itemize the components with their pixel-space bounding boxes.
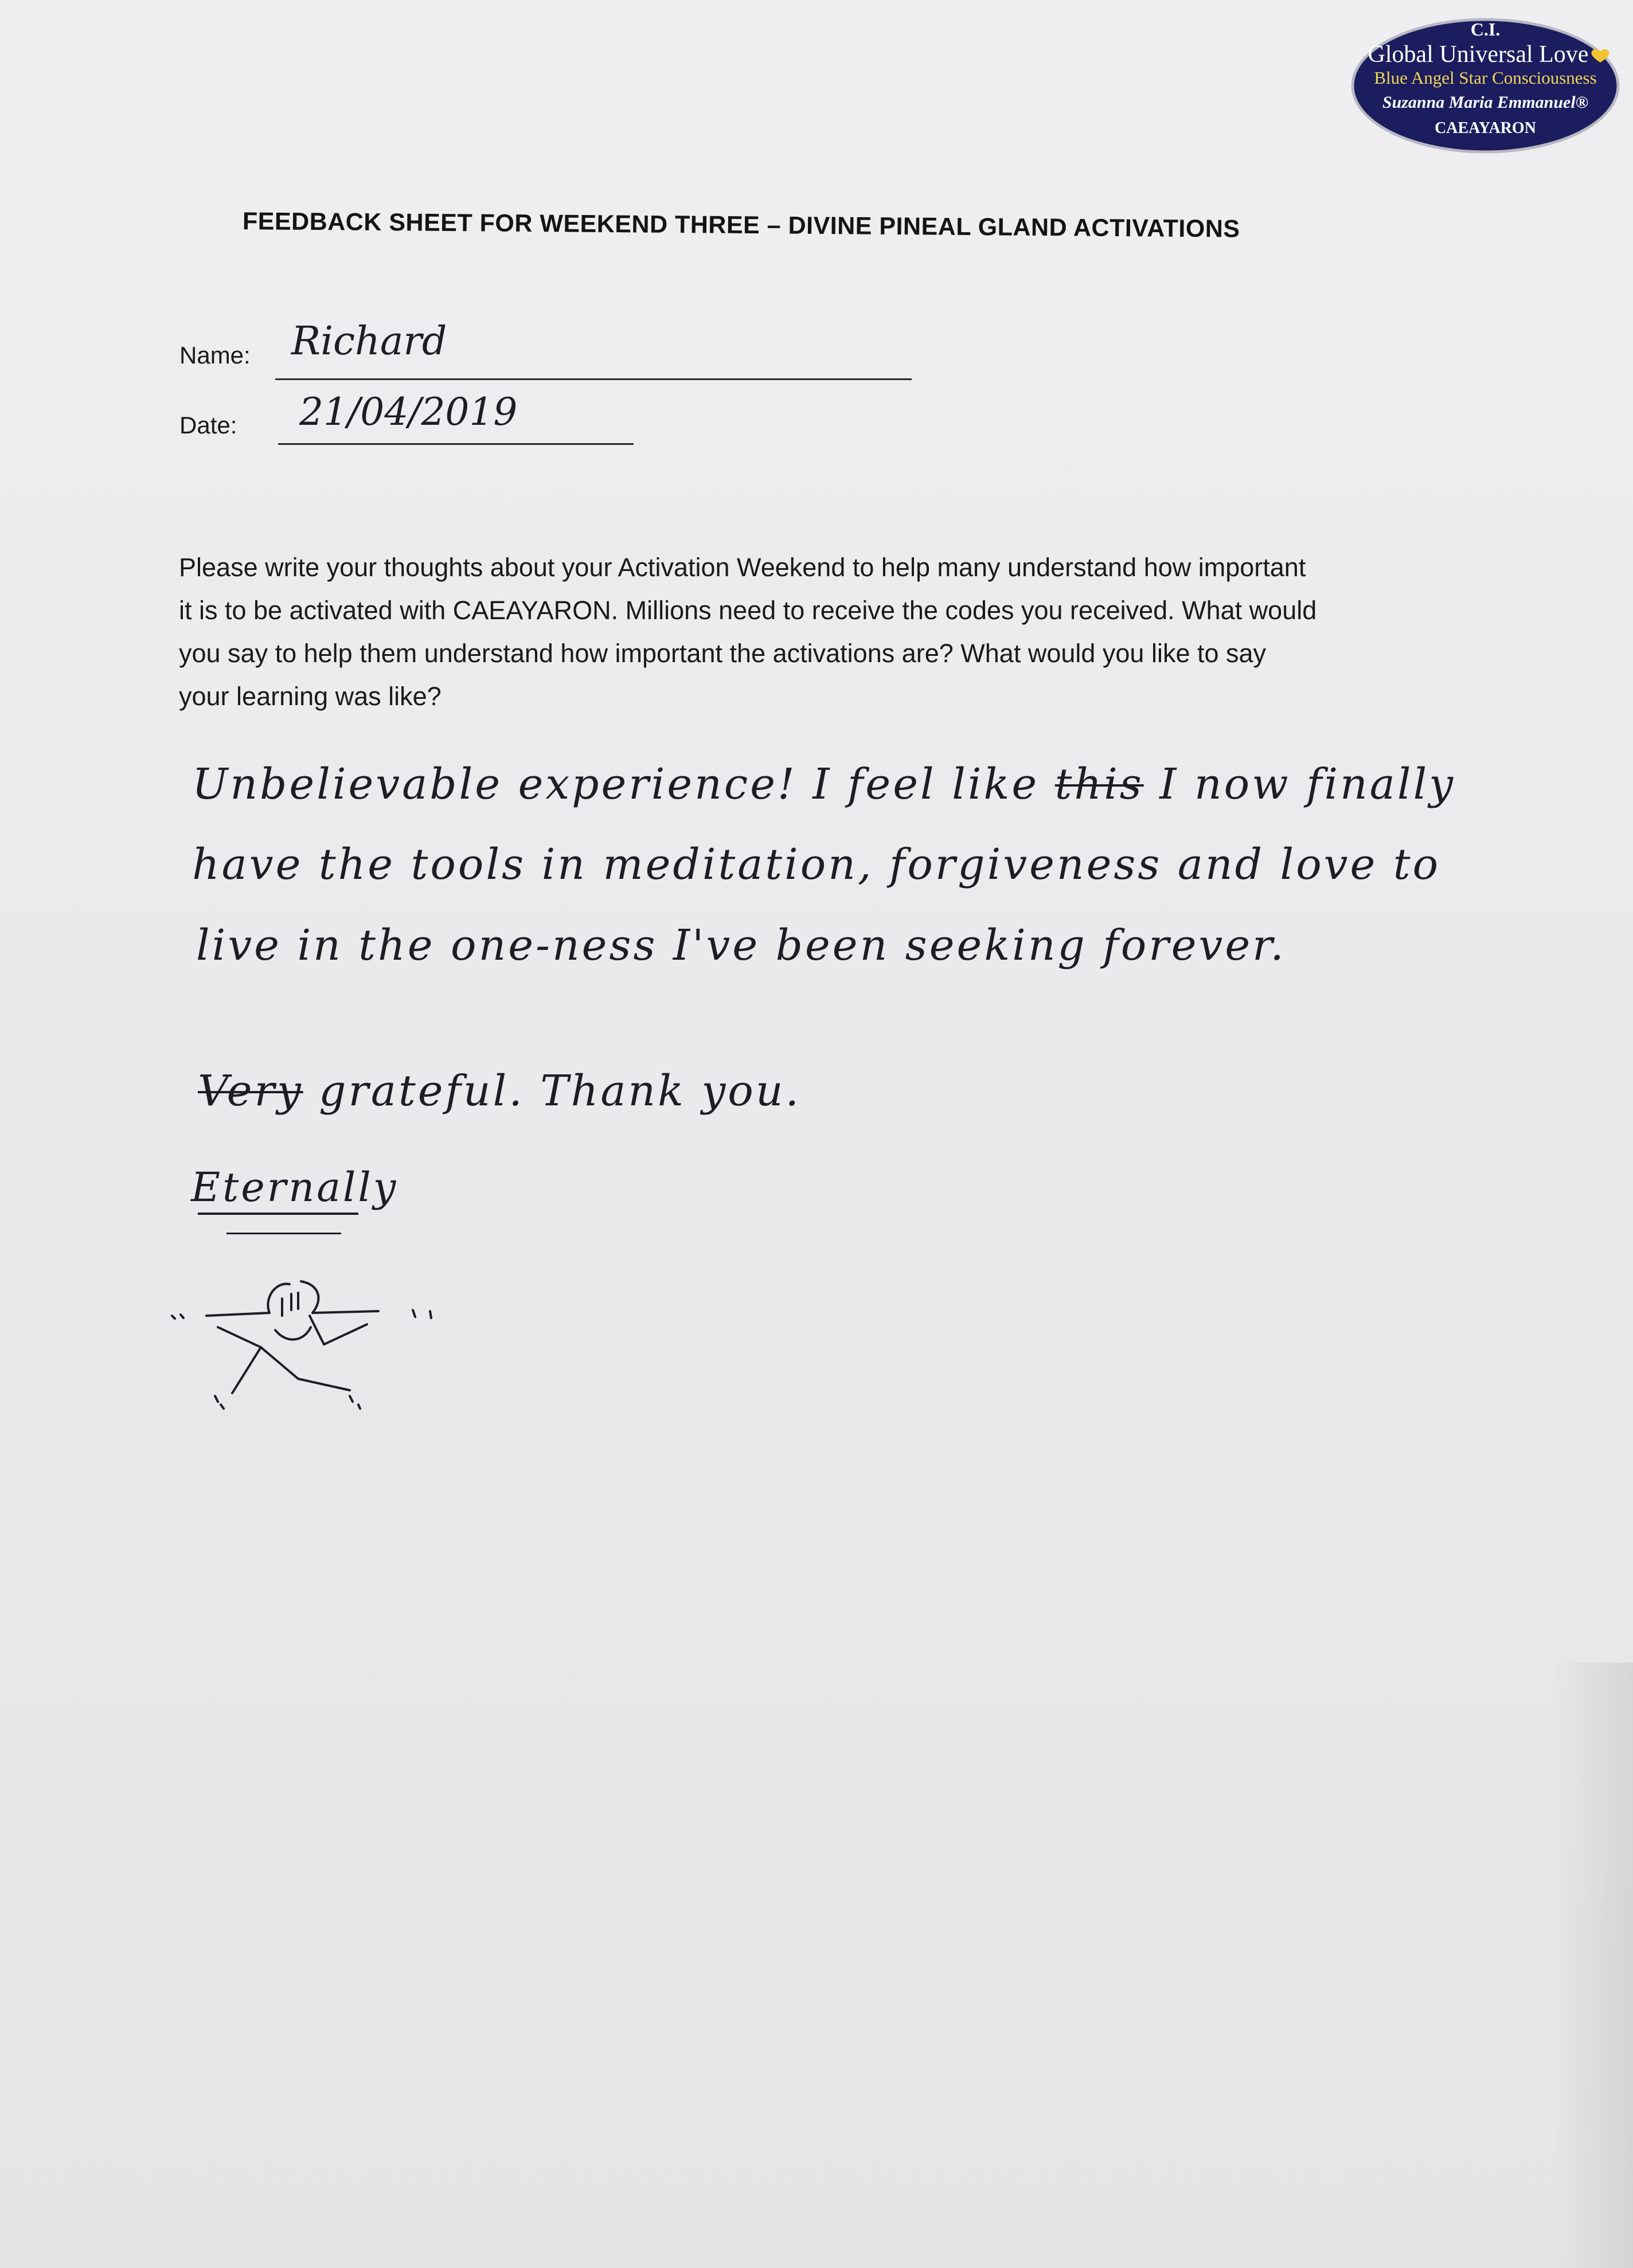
name-label: Name: [179,342,251,369]
prompt-line: your learning was like? [179,682,442,711]
date-value: 21/04/2019 [299,390,518,434]
logo-line2: Global Universal Love [1368,41,1589,68]
page-shadow [1553,1663,1633,2268]
response-text: I now finally [1143,760,1456,809]
date-underline [278,443,634,445]
response-line-4 [198,1066,801,1116]
logo-line3: Blue Angel Star Consciousness [1374,68,1597,88]
response-text: grateful. Thank you. [303,1066,801,1116]
name-value: Richard [291,319,447,364]
response-line-1 [192,760,1455,809]
prompt-line: it is to be activated with CAEAYARON. Millions need to receive the codes you received. What would [179,596,1317,625]
date-label: Date: [179,412,237,439]
prompt-text [179,546,1440,718]
response-line-2: have the tools in meditation, forgiveness and love to [192,840,1441,889]
response-line-3: live in the one-ness I've been seeking forever. [196,921,1286,970]
signoff-underline [198,1213,358,1215]
logo-line4: Suzanna Maria Emmanuel® [1382,93,1589,112]
prompt-line: Please write your thoughts about your Activation Weekend to help many understand how important [179,553,1306,582]
signoff-underline [226,1233,341,1234]
logo-line5: CAEAYARON [1435,119,1536,137]
page-title: FEEDBACK SHEET FOR WEEKEND THREE – DIVINE PINEAL GLAND ACTIVATIONS [242,208,1240,243]
name-underline [275,378,912,380]
prompt-line: you say to help them understand how important the activations are? What would you like to say [179,639,1267,668]
signoff: Eternally [191,1164,399,1211]
struck-word: Very [198,1066,303,1116]
ci-logo [1349,16,1622,155]
response-text: Unbelievable experience! I feel like [192,760,1055,809]
smiley-star-doodle [161,1258,459,1430]
struck-word: this [1054,760,1144,809]
logo-line1: C.I. [1470,19,1501,40]
